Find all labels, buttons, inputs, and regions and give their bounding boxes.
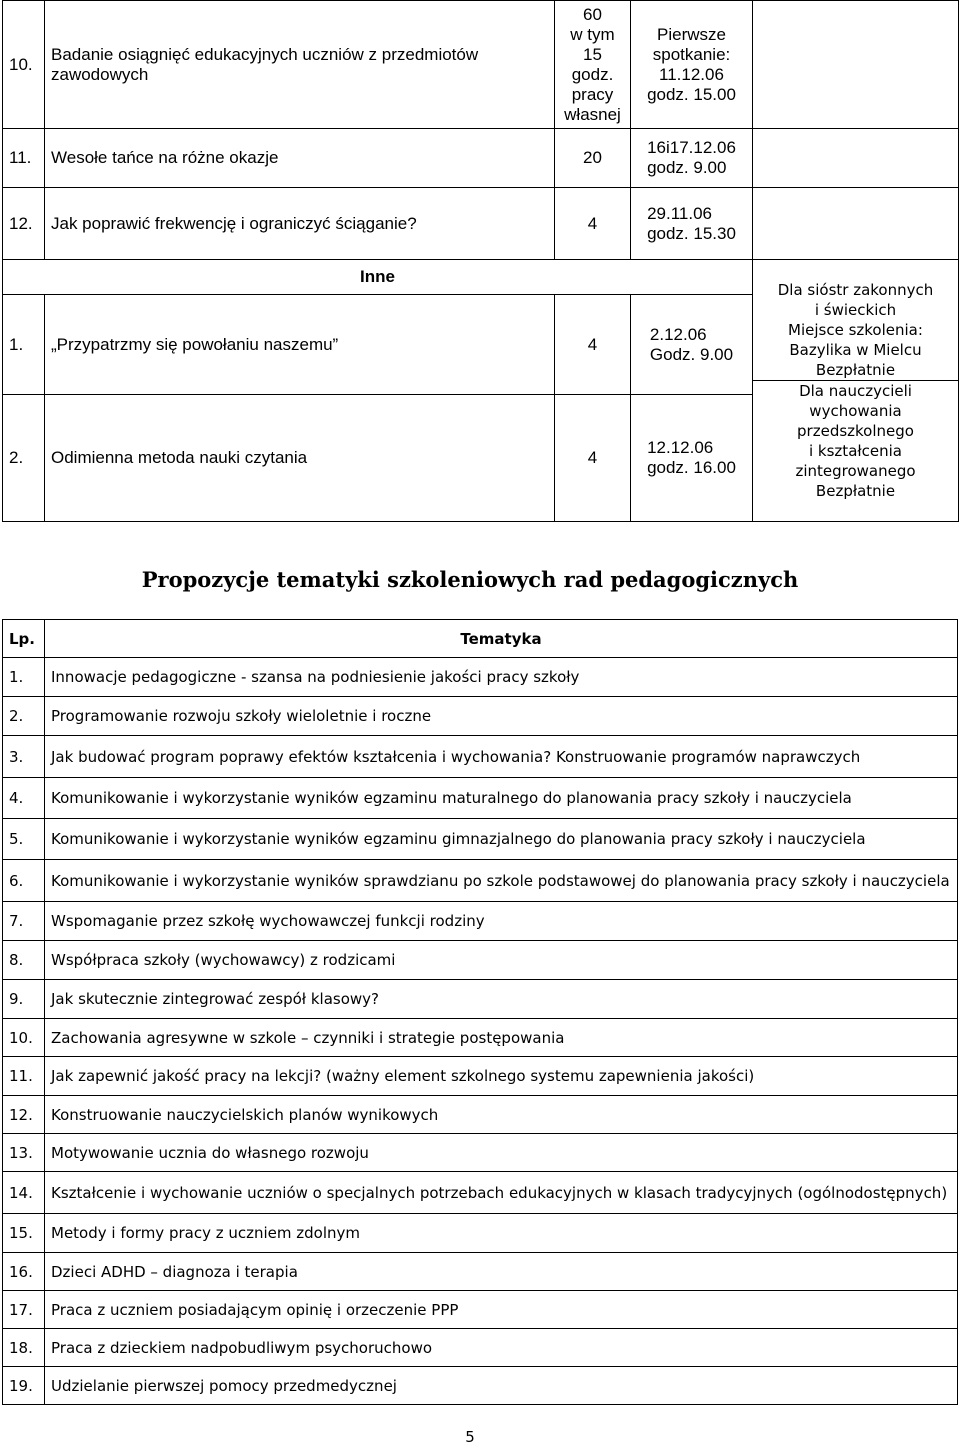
course-hours: 4	[555, 295, 631, 395]
topic-text: Praca z dzieckiem nadpobudliwym psychoruchowo	[45, 1329, 958, 1367]
course-title: Odimienna metoda nauki czytania	[45, 395, 555, 522]
course-date	[631, 188, 753, 260]
topic-text: Konstruowanie nauczycielskich planów wynikowych	[45, 1096, 958, 1134]
row-number: 12.	[3, 188, 45, 260]
course-hours: 4	[555, 395, 631, 522]
row-number: 14.	[3, 1172, 45, 1214]
table-row	[3, 1096, 958, 1134]
course-hours: 20	[555, 129, 631, 188]
course-title: Wesołe tańce na różne okazje	[45, 129, 555, 188]
info-box-2	[753, 381, 958, 501]
table-row	[3, 1134, 958, 1172]
topic-text: Programowanie rozwoju szkoły wieloletnie i roczne	[45, 697, 958, 736]
table-row	[3, 697, 958, 736]
table-row	[3, 1329, 958, 1367]
info-text: Dla sióstr zakonnych i świeckich Miejsce szkolenia: Bazylika w Mielcu Bezpłatnie	[777, 281, 934, 379]
row-number: 3.	[3, 736, 45, 778]
topic-text: Wspomaganie przez szkołę wychowawczej funkcji rodziny	[45, 902, 958, 941]
table-row	[3, 1, 959, 129]
topic-text: Praca z uczniem posiadającym opinię i orzeczenie PPP	[45, 1291, 958, 1329]
info-stack	[753, 280, 958, 501]
table-row	[3, 1367, 958, 1405]
course-title: Badanie osiągnięć edukacyjnych uczniów z przedmiotów zawodowych	[45, 1, 555, 129]
course-hours: 4	[555, 188, 631, 260]
row-number: 9.	[3, 980, 45, 1019]
table-row	[3, 819, 958, 860]
course-hours	[555, 1, 631, 129]
row-number: 15.	[3, 1214, 45, 1253]
row-number: 1.	[3, 658, 45, 697]
table-row	[3, 902, 958, 941]
row-number: 11.	[3, 1057, 45, 1096]
topic-text: Metody i formy pracy z uczniem zdolnym	[45, 1214, 958, 1253]
topic-text: Jak budować program poprawy efektów kształcenia i wychowania? Konstruowanie programów naprawczych	[45, 736, 958, 778]
table-row	[3, 778, 958, 819]
row-number: 13.	[3, 1134, 45, 1172]
section-label: Inne	[3, 260, 753, 295]
table-row	[3, 941, 958, 980]
row-number: 2.	[3, 395, 45, 522]
topic-text: Współpraca szkoły (wychowawcy) z rodzicami	[45, 941, 958, 980]
topic-text: Motywowanie ucznia do własnego rozwoju	[45, 1134, 958, 1172]
course-info	[753, 260, 959, 522]
date-text: 2.12.06 Godz. 9.00	[649, 324, 734, 364]
training-schedule-table	[2, 0, 959, 522]
topic-text: Zachowania agresywne w szkole – czynniki i strategie postępowania	[45, 1019, 958, 1057]
row-number: 4.	[3, 778, 45, 819]
row-number: 7.	[3, 902, 45, 941]
row-number: 10.	[3, 1019, 45, 1057]
table-row	[3, 1214, 958, 1253]
topic-text: Kształcenie i wychowanie uczniów o specjalnych potrzebach edukacyjnych w klasach tradycyjnych (ogólnodostępnych)	[45, 1172, 958, 1214]
row-number: 10.	[3, 1, 45, 129]
section-row	[3, 260, 959, 295]
row-number: 11.	[3, 129, 45, 188]
topic-text: Komunikowanie i wykorzystanie wyników egzaminu gimnazjalnego do planowania pracy szkoły i nauczyciela	[45, 819, 958, 860]
table-row	[3, 1172, 958, 1214]
topic-text: Innowacje pedagogiczne - szansa na podniesienie jakości pracy szkoły	[45, 658, 958, 697]
row-number: 17.	[3, 1291, 45, 1329]
table-row	[3, 860, 958, 902]
section-title: Propozycje tematyki szkoleniowych rad pedagogicznych	[141, 567, 799, 592]
page-number: 5	[465, 1428, 475, 1446]
row-number: 1.	[3, 295, 45, 395]
course-date	[631, 1, 753, 129]
table-row	[3, 188, 959, 260]
table-row	[3, 658, 958, 697]
date-text: 12.12.06 godz. 16.00	[647, 438, 736, 477]
row-number: 19.	[3, 1367, 45, 1405]
topic-text: Dzieci ADHD – diagnoza i terapia	[45, 1253, 958, 1291]
topic-text: Udzielanie pierwszej pomocy przedmedycznej	[45, 1367, 958, 1405]
topic-text: Komunikowanie i wykorzystanie wyników egzaminu maturalnego do planowania pracy szkoły i nauczyciela	[45, 778, 958, 819]
column-header-topic: Tematyka	[45, 620, 958, 658]
course-date	[631, 129, 753, 188]
course-info	[753, 1, 959, 129]
table-row	[3, 1057, 958, 1096]
row-number: 16.	[3, 1253, 45, 1291]
date-text: 29.11.06 godz. 15.30	[647, 203, 736, 243]
course-title: „Przypatrzmy się powołaniu naszemu”	[45, 295, 555, 395]
table-row	[3, 1253, 958, 1291]
row-number: 2.	[3, 697, 45, 736]
table-row	[3, 129, 959, 188]
row-number: 18.	[3, 1329, 45, 1367]
table-row	[3, 1019, 958, 1057]
column-header-lp: Lp.	[3, 620, 45, 658]
row-number: 12.	[3, 1096, 45, 1134]
table-header-row	[3, 620, 958, 658]
row-number: 5.	[3, 819, 45, 860]
row-number: 6.	[3, 860, 45, 902]
hours-text: 60 w tym 15 godz. pracy własnej	[564, 4, 621, 124]
table-row	[3, 1291, 958, 1329]
info-box-1	[753, 280, 958, 381]
course-info	[753, 188, 959, 260]
topic-text: Jak skutecznie zintegrować zespół klasowy?	[45, 980, 958, 1019]
topic-text: Komunikowanie i wykorzystanie wyników sprawdzianu po szkole podstawowej do planowania pracy szkoły i nauczyciela	[45, 860, 958, 902]
table-row	[3, 736, 958, 778]
topic-text: Jak zapewnić jakość pracy na lekcji? (ważny element szkolnego systemu zapewnienia jakości)	[45, 1057, 958, 1096]
date-text: Pierwsze spotkanie: 11.12.06 godz. 15.00	[647, 24, 736, 104]
info-text: Dla nauczycieli wychowania przedszkolnego i kształcenia zintegrowanego Bezpłatnie	[795, 382, 916, 500]
course-title: Jak poprawić frekwencję i ograniczyć ściąganie?	[45, 188, 555, 260]
course-info	[753, 129, 959, 188]
row-number: 8.	[3, 941, 45, 980]
date-text: 16i17.12.06 godz. 9.00	[647, 138, 736, 177]
course-date	[631, 295, 753, 395]
course-date	[631, 395, 753, 522]
table-row	[3, 980, 958, 1019]
topics-table	[2, 619, 958, 1405]
